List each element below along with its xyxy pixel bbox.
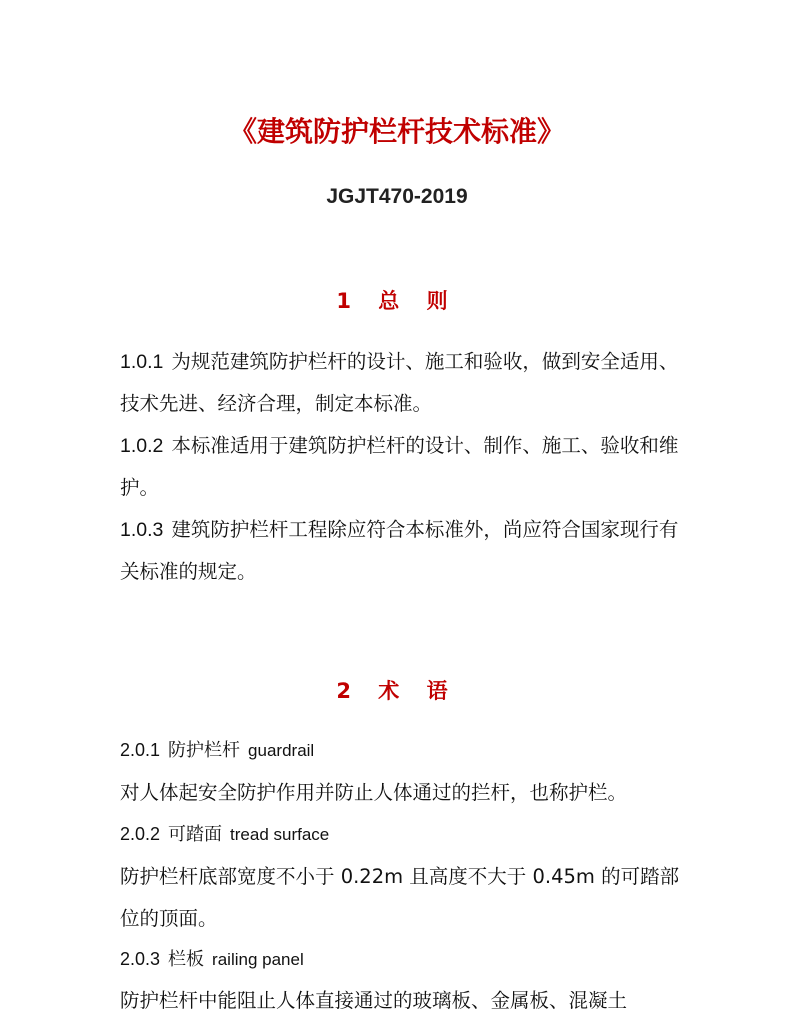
document-title: 《建筑防护栏杆技术标准》 [228, 115, 565, 148]
clause-1-0-2 [120, 425, 680, 509]
term-2-0-2 [120, 819, 680, 850]
term-2-0-1 [120, 735, 680, 766]
section-heading-general: 1 总 则 [336, 289, 458, 313]
term-definition-2-0-2: 防护栏杆底部宽度不小于 0.22m 且高度不大于 0.45m 的可踏部位的顶面。 [120, 865, 680, 930]
term-number: 2.0.3 [120, 949, 161, 969]
term-en: tread surface [230, 825, 330, 844]
term-en: guardrail [248, 741, 315, 760]
section-heading-terms: 2 术 语 [336, 679, 458, 703]
term-number: 2.0.2 [120, 824, 161, 844]
term-2-0-3 [120, 944, 680, 975]
term-definition-2-0-3: 防护栏杆中能阻止人体直接通过的玻璃板、金属板、混凝土 [120, 989, 628, 1012]
term-en: railing panel [212, 950, 304, 969]
term-zh: 栏板 [168, 949, 205, 970]
term-zh: 可踏面 [168, 824, 223, 845]
clause-text: 为规范建筑防护栏杆的设计、施工和验收，做到安全适用、技术先进、经济合理，制定本标准。 [120, 350, 679, 415]
term-zh: 防护栏杆 [168, 740, 241, 761]
term-definition-2-0-1: 对人体起安全防护作用并防止人体通过的拦杆，也称护栏。 [120, 781, 628, 804]
clause-text: 本标准适用于建筑防护栏杆的设计、制作、施工、验收和维护。 [120, 434, 679, 499]
clause-number: 1.0.2 [120, 435, 164, 457]
term-number: 2.0.1 [120, 740, 161, 760]
clause-text: 建筑防护栏杆工程除应符合本标准外，尚应符合国家现行有关标准的规定。 [120, 518, 679, 583]
clause-1-0-3 [120, 509, 680, 593]
clause-number: 1.0.3 [120, 519, 164, 541]
clause-1-0-1 [120, 341, 680, 425]
clause-number: 1.0.1 [120, 351, 164, 373]
standard-code: JGJT470-2019 [326, 185, 468, 208]
